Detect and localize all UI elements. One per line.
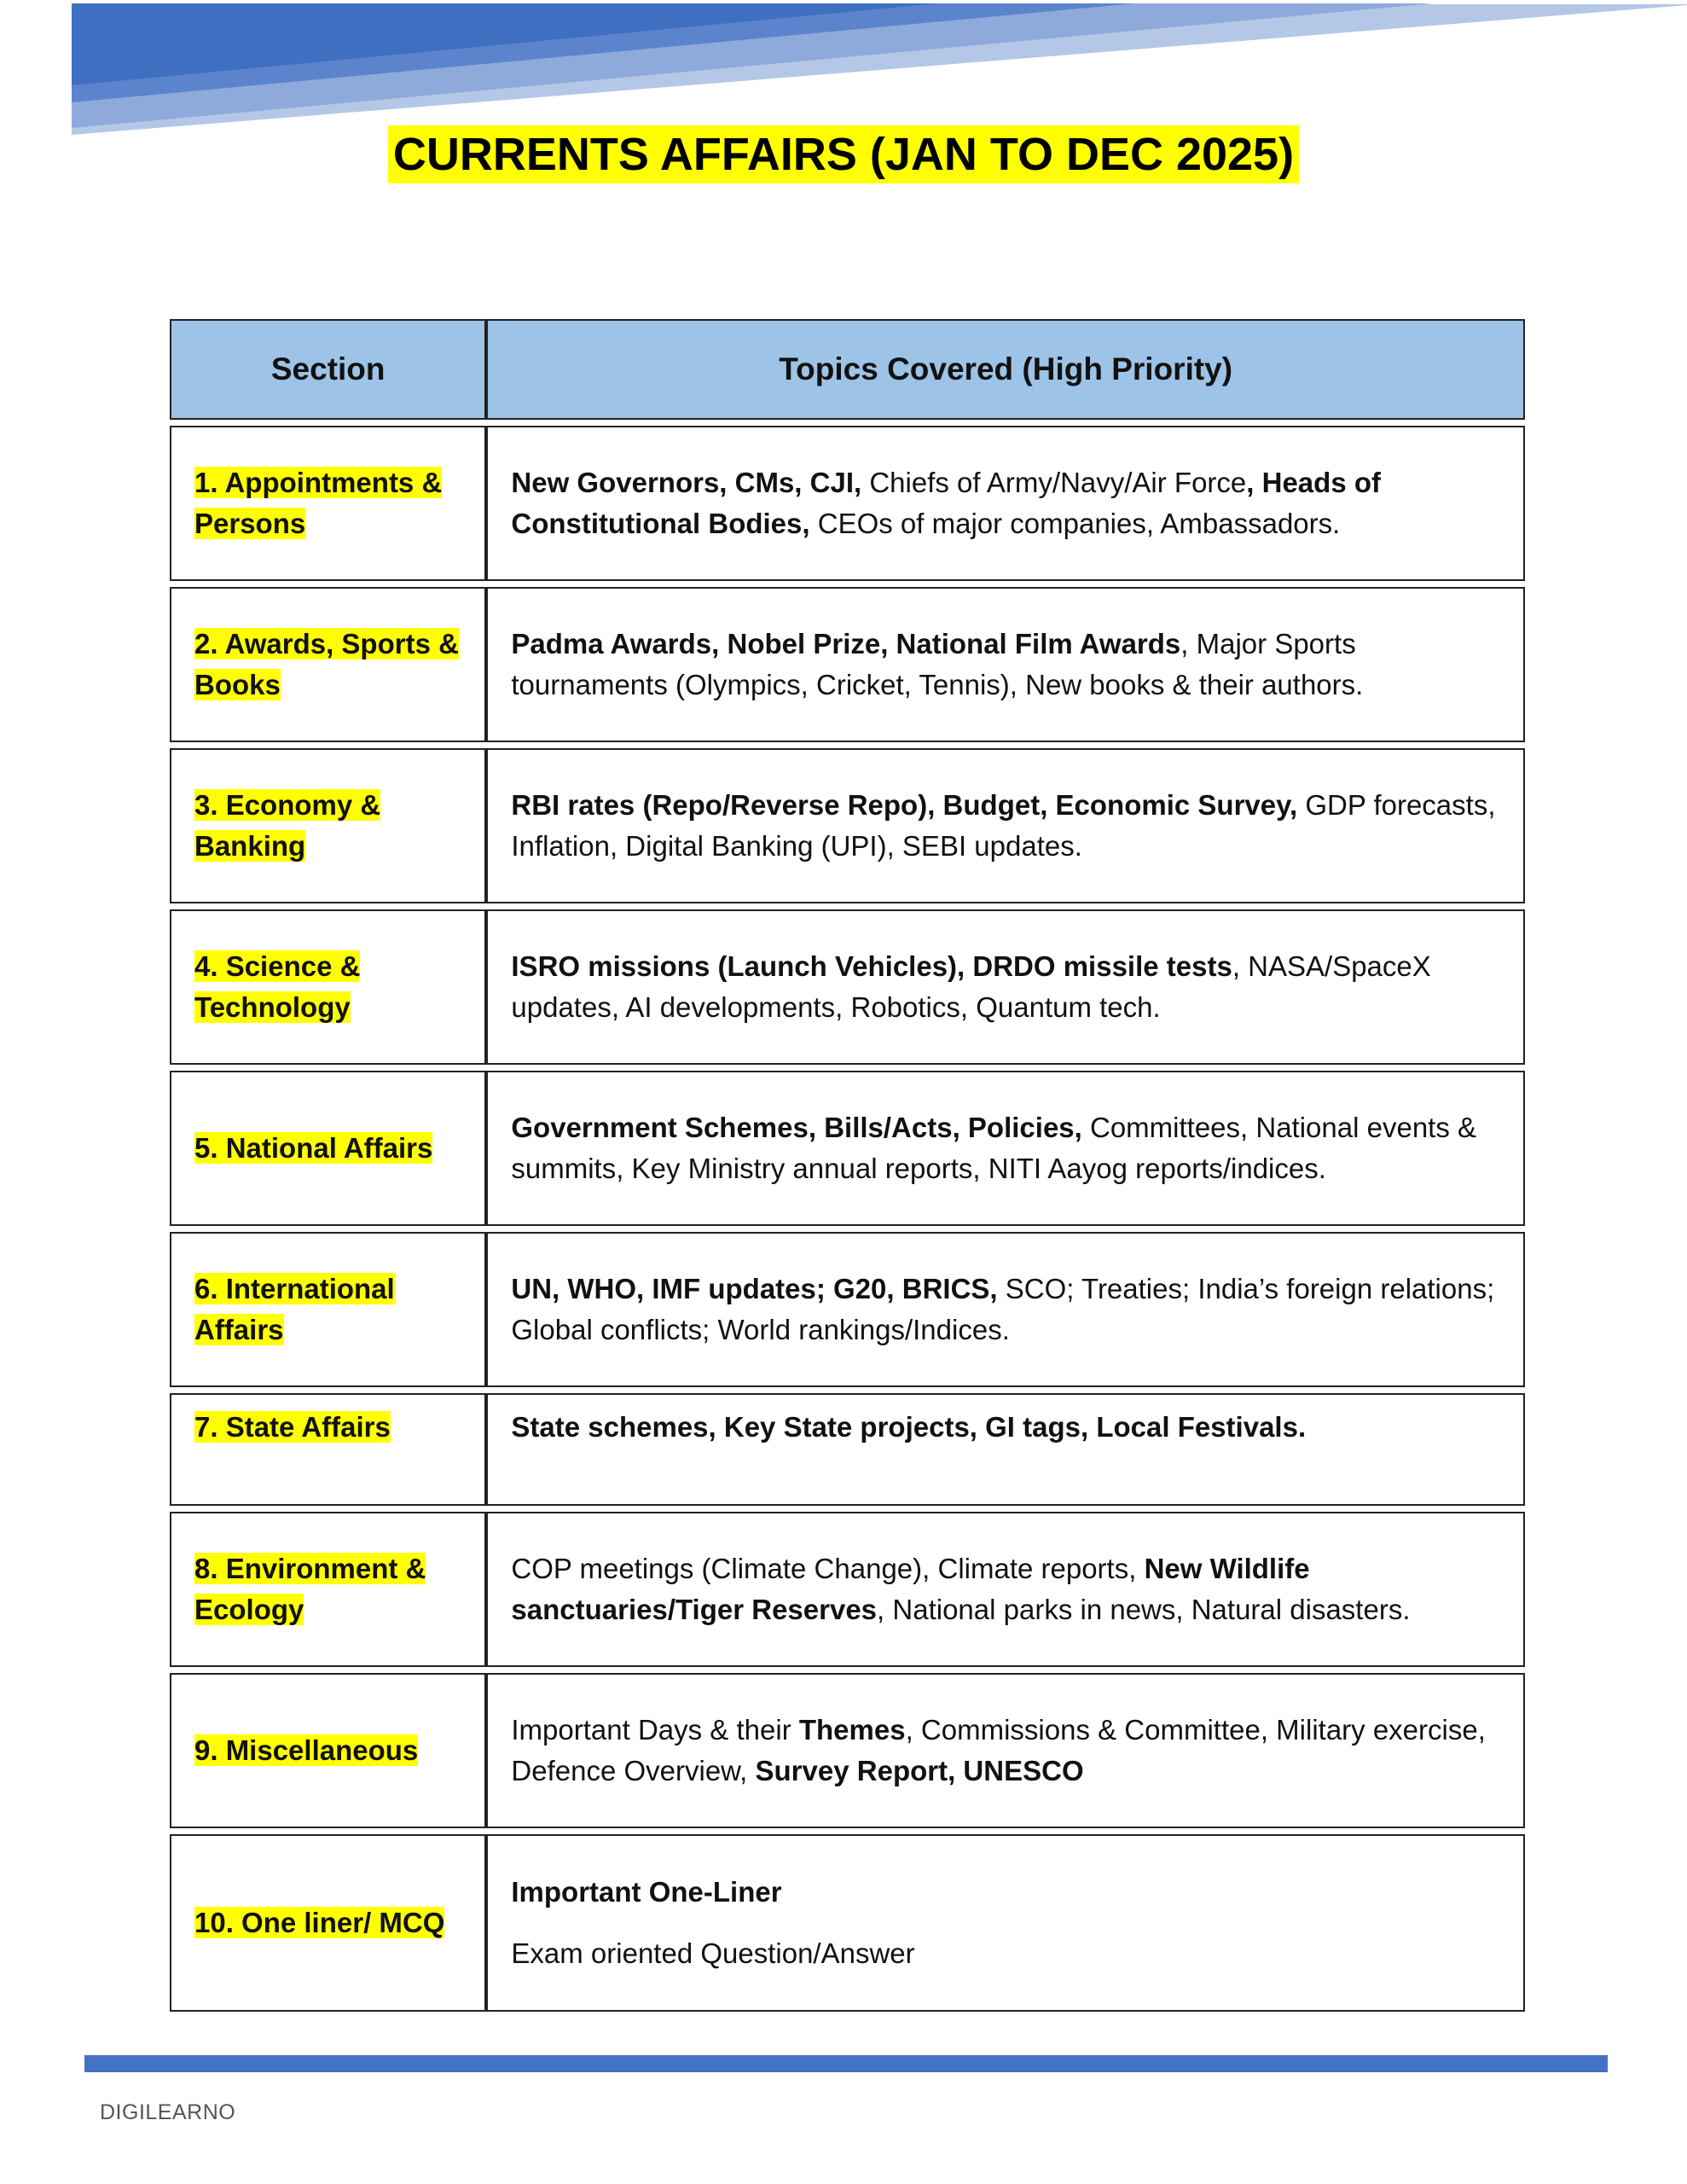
section-cell	[170, 1393, 486, 1506]
section-label: Books	[194, 669, 281, 700]
section-label: 6. International	[194, 1273, 395, 1304]
topic-cell	[486, 1673, 1525, 1828]
section-label: 4. Science &	[194, 950, 361, 982]
section-cell	[170, 1673, 486, 1828]
topic-text: , National parks in news, Natural disasters.	[877, 1594, 1411, 1625]
section-label: 1. Appointments &	[194, 467, 443, 498]
table-row	[170, 748, 1525, 903]
section-cell	[170, 1512, 486, 1667]
section-label: Banking	[194, 830, 306, 862]
table-row	[170, 1071, 1525, 1226]
table-row	[170, 1673, 1525, 1828]
topic-cell	[486, 1834, 1525, 2012]
table-row	[170, 587, 1525, 742]
topic-bold: New Wildlife sanctuaries/Tiger Reserves	[511, 1553, 1310, 1625]
section-label: 2. Awards, Sports &	[194, 628, 459, 659]
topic-cell	[486, 909, 1525, 1065]
topic-bold: Themes	[798, 1714, 906, 1745]
topic-text: Important Days & their	[511, 1714, 799, 1745]
page-title	[0, 128, 1687, 181]
topic-text: SCO; Treaties; India’s foreign relations; Global conflicts; World rankings/Indices.	[511, 1273, 1495, 1345]
table-row	[170, 426, 1525, 581]
topic-bold: Survey Report, UNESCO	[755, 1755, 1084, 1786]
topic-text: , Commissions & Committee, Military exercise, Defence Overview,	[511, 1714, 1486, 1786]
topic-text: Exam oriented Question/Answer	[511, 1937, 915, 1969]
topic-bold: ISRO missions (Launch Vehicles), DRDO missile tests	[511, 950, 1232, 982]
section-label: 9. Miscellaneous	[194, 1734, 419, 1766]
table-row	[170, 1512, 1525, 1667]
topic-bold: , Heads of Constitutional Bodies,	[511, 467, 1381, 539]
table-row	[170, 1834, 1525, 2012]
topic-bold: Padma Awards, Nobel Prize, National Film Awards	[511, 628, 1181, 659]
topic-cell	[486, 587, 1525, 742]
topic-bold: Important One-Liner	[511, 1876, 782, 1908]
section-label: Ecology	[194, 1594, 304, 1625]
section-label: 5. National Affairs	[194, 1132, 433, 1164]
section-label: 7. State Affairs	[194, 1411, 391, 1443]
topic-bold: New Governors, CMs, CJI,	[511, 467, 862, 498]
topic-text: , Major Sports tournaments (Olympics, Cricket, Tennis), New books & their authors.	[511, 628, 1364, 700]
section-cell	[170, 1071, 486, 1226]
section-cell	[170, 909, 486, 1065]
section-cell	[170, 587, 486, 742]
section-label: 3. Economy &	[194, 789, 381, 821]
table-row	[170, 1232, 1525, 1387]
topic-text: Chiefs of Army/Navy/Air Force	[861, 467, 1247, 498]
topic-text: COP meetings (Climate Change), Climate reports,	[511, 1553, 1145, 1584]
table-row	[170, 909, 1525, 1065]
section-cell	[170, 426, 486, 581]
topic-cell	[486, 1071, 1525, 1226]
footer-bar	[84, 2055, 1608, 2072]
topic-cell	[486, 1512, 1525, 1667]
topic-text: CEOs of major companies, Ambassadors.	[809, 508, 1341, 539]
table-header-row	[170, 319, 1525, 420]
topic-cell	[486, 748, 1525, 903]
page-title-text: CURRENTS AFFAIRS (JAN TO DEC 2025)	[388, 125, 1299, 183]
topics-table	[170, 313, 1525, 2018]
section-label: 8. Environment &	[194, 1553, 426, 1584]
section-label: Affairs	[194, 1314, 284, 1345]
header-section: Section	[170, 319, 486, 420]
topic-bold: State schemes, Key State projects, GI tags, Local Festivals.	[511, 1411, 1307, 1443]
topic-bold: UN, WHO, IMF updates; G20, BRICS,	[511, 1273, 998, 1304]
header-topics: Topics Covered (High Priority)	[486, 319, 1525, 420]
footer-brand: DIGILEARNO	[100, 2100, 236, 2124]
section-cell	[170, 748, 486, 903]
section-cell	[170, 1834, 486, 2012]
topic-text: , NASA/SpaceX updates, AI developments, Robotics, Quantum tech.	[511, 950, 1431, 1023]
topic-cell	[486, 426, 1525, 581]
topic-bold: RBI rates (Repo/Reverse Repo), Budget, Economic Survey,	[511, 789, 1298, 821]
section-label: Technology	[194, 991, 351, 1023]
topic-cell	[486, 1232, 1525, 1387]
header-banner	[0, 0, 1687, 145]
section-cell	[170, 1232, 486, 1387]
topic-text: GDP forecasts, Inflation, Digital Banking (UPI), SEBI updates.	[511, 789, 1496, 862]
topic-cell	[486, 1393, 1525, 1506]
topic-bold: Government Schemes, Bills/Acts, Policies,	[511, 1112, 1082, 1143]
topic-text: Committees, National events & summits, Key Ministry annual reports, NITI Aayog reports/indices.	[511, 1112, 1477, 1184]
section-label: 10. One liner/ MCQ	[194, 1907, 445, 1938]
section-label: Persons	[194, 508, 306, 539]
table-row	[170, 1393, 1525, 1506]
